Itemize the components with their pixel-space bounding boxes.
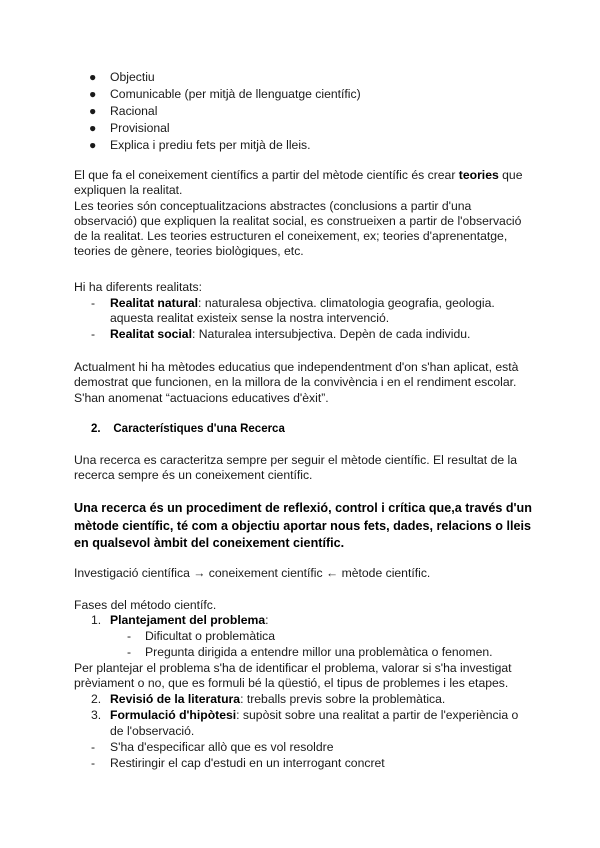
bold-text: Revisió de la literatura [110,692,241,706]
text: : treballs previs sobre la problemàtica. [240,692,446,706]
fase-3-cont: de l'observació. [110,724,195,738]
text-line: expliquen la realitat. [74,183,183,198]
text: : Naturalea intersubjectiva. Depèn de cada individu. [191,327,471,341]
text-line: demostrat que funcionen, en la millora de la convivència i en el rendiment escolar. [74,375,517,390]
dash-item: S'ha d'especificar allò que es vol resoldre [110,740,334,754]
dash-item: Restiringir el cap d'estudi en un interrogant concret [110,756,385,770]
fases-title: Fases del método científc. [74,598,217,612]
bold-text: teories [458,168,499,182]
bold-text: Plantejament del problema [110,613,266,627]
sub-item: Pregunta dirigida a entendre millor una problemàtica o fenomen. [145,645,493,659]
sub-item: Dificultat o problemàtica [145,629,276,643]
text-line: mètode científic, té com a objectiu aportar nous fets, dades, relacions o lleis [74,518,531,533]
bold-text: Formulació d'hipòtesi [110,708,237,722]
dash-icon: - [91,756,96,770]
text-line: Una recerca es caracteritza sempre per seguir el mètode científic. El resultat de la [74,453,518,467]
list-item: Provisional [110,121,170,135]
text: : naturalesa objectiva. climatologia geografia, geologia. [198,296,495,310]
text-line: teories de gènere, teories biològiques, etc. [74,244,304,259]
bold-text: Realitat social [110,327,192,341]
bullet-icon: ● [89,138,97,152]
text: que [498,168,523,182]
text-line: observació) que expliquen la realitat social, es construeixen a partir de l'observació [74,213,522,228]
realitat-social-item [110,327,470,342]
dash-icon: - [91,740,96,754]
list-item: Objectiu [110,70,155,84]
paragraph-recerca [74,453,534,484]
bullet-icon: ● [89,70,97,84]
bullet-icon: ● [89,121,97,135]
list-number: 1. [91,613,102,627]
definition-bold-paragraph [74,500,544,553]
text-line: Una recerca és un procediment de reflexió, control i crítica que,a través d'un [74,501,532,515]
list-item: Racional [110,104,158,118]
text-line: prèviament o no, que es formuli bé la qüestió, el tipus de problemes i les etapes. [74,676,509,691]
bold-text: Realitat natural [110,296,199,310]
text: El que fa el coneixement científics a partir del mètode científic és crear [74,168,459,182]
dash-icon: - [127,645,132,659]
bullet-icon: ● [89,104,97,118]
text: : [265,613,269,627]
list-item: Comunicable (per mitjà de llenguatge científic) [110,87,361,101]
section-heading [91,423,285,435]
bullet-icon: ● [89,87,97,101]
dash-icon: - [127,629,132,643]
text: : supòsit sobre una realitat a partir de l'experiència o [236,708,519,722]
realitats-intro: Hi ha diferents realitats: [74,280,203,294]
list-number: 3. [91,708,102,722]
text-line: Actualment hi ha mètodes educatius que independentment d'on s'han aplicat, està [74,360,519,374]
investigacio-line: Investigació científica → coneixement científic ← mètode científic. [74,566,431,580]
realitat-natural-item [110,296,495,311]
list-item: Explica i prediu fets per mitjà de lleis. [110,138,311,152]
dash-icon: - [91,327,96,341]
dash-icon: - [91,296,96,310]
heading-title: Característiques d'una Recerca [113,423,285,435]
text-line: recerca sempre és un coneixement científic. [74,468,313,483]
text-line: Per plantejar el problema s'ha de identificar el problema, valorar si s'ha investigat [74,661,512,675]
fase-2 [110,692,445,707]
text-line: Les teories són conceptualitzacions abstractes (conclusions a partir d'una [74,198,472,213]
paragraph-actualment [74,360,534,406]
text-line: en qualsevol àmbit del coneixement científic. [74,536,345,550]
fase-1 [110,613,268,628]
list-number: 2. [91,692,102,706]
paragraph-teories [74,168,534,260]
text-line: de la realitat. Les teories estructuren el coneixement, ex; teories d'aprenentatge, [74,229,508,244]
heading-number: 2. [91,423,101,435]
fase-3 [110,708,518,723]
realitat-natural-cont: aquesta realitat existeix sense la nostra intervenció. [110,311,390,325]
paragraph-plantejar [74,661,544,692]
text-line: S'han anomenat “actuacions educatives d'èxit”. [74,390,329,405]
